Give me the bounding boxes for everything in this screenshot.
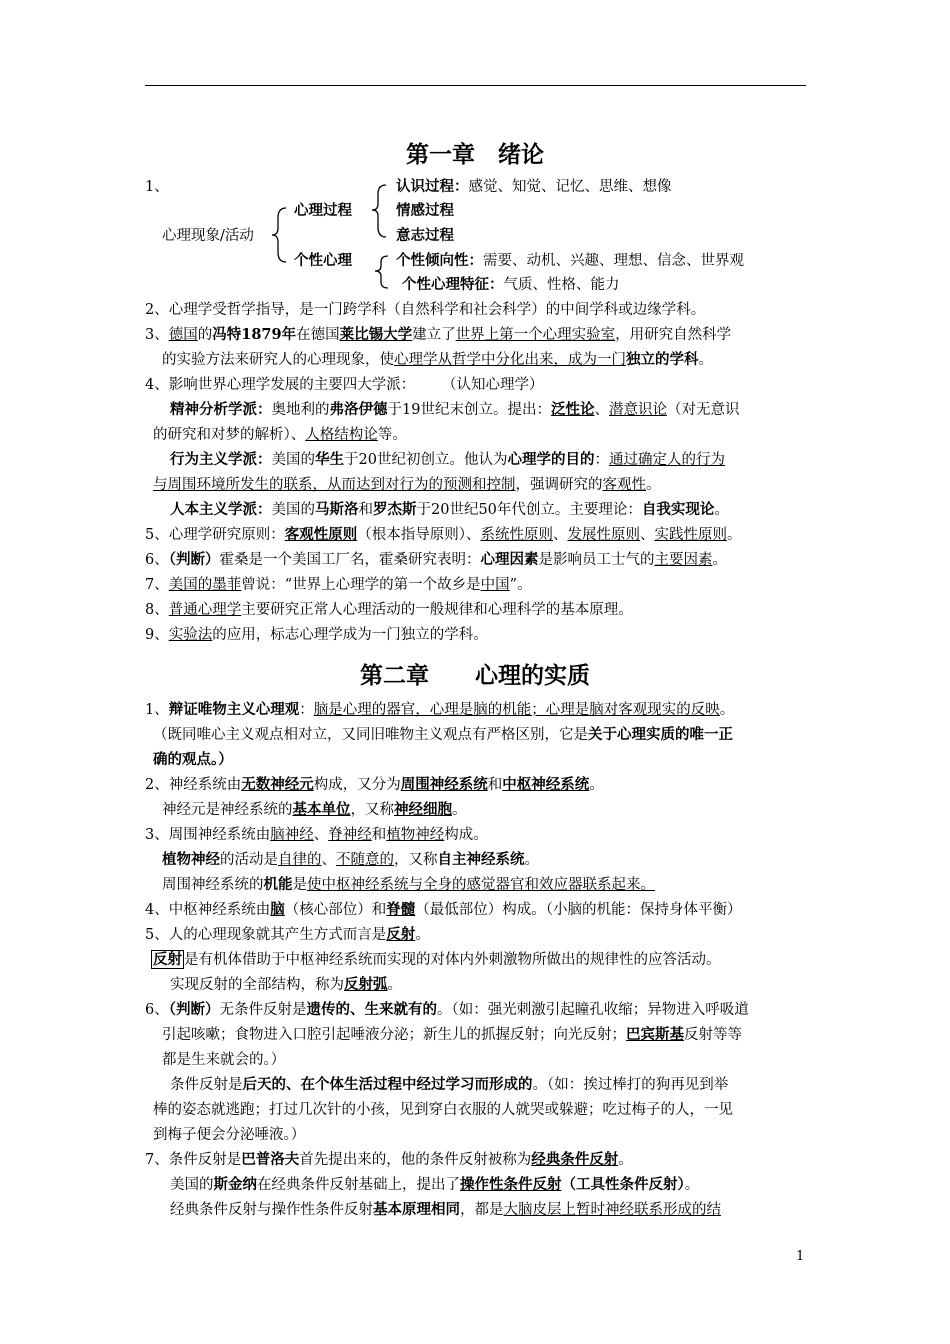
ch1-item-2: 2、心理学受哲学指导，是一门跨学科（自然科学和社会科学）的中间学科或边缘学科。 [145, 302, 706, 318]
ch2-item-7-cont: 美国的斯金纳在经典条件反射基础上，提出了操作性条件反射（工具性条件反射）。 [170, 1176, 700, 1193]
psychoanalysis-cont: 的研究和对梦的解析）、人格结构论等。 [153, 427, 407, 443]
item-number-1: 1、 [145, 179, 169, 195]
ch1-item-5: 5、心理学研究原则：客观性原则（根本指导原则）、系统性原则、发展性原则、实践性原则。 [145, 526, 742, 543]
ch2-item-1-cont: （既同唯心主义观点相对立，又同旧唯物主义观点有严格区别，它是关于心理实质的唯一正 [153, 726, 733, 743]
humanism-line: 人本主义学派：美国的马斯洛和罗杰斯于20世纪50年代创立。主要理论：自我实现论。 [170, 501, 729, 518]
chapter-1-title: 第一章 绪论 [406, 142, 544, 168]
diagram-personality: 个性心理 [294, 252, 352, 269]
ch1-item-4: 4、影响世界心理学发展的主要四大学派： （认知心理学） [145, 377, 544, 393]
diagram-process: 心理过程 [294, 202, 352, 219]
brace-process [370, 183, 390, 239]
header-rule [145, 85, 806, 86]
ch2-item-6-cont: 引起咳嗽；食物进入口腔引起唾液分泌；新生儿的抓握反射；向光反射；巴宾斯基反射等等 [162, 1026, 742, 1043]
behaviorism-line: 行为主义学派：美国的华生于20世纪初创立。他认为心理学的目的：通过确定人的行为 [170, 451, 725, 468]
ch2-item-7-end: 经典条件反射与操作性条件反射基本原理相同，都是大脑皮层上暂时神经联系形成的结 [170, 1201, 721, 1218]
ch1-item-6: 6、（判断）霍桑是一个美国工厂名，霍桑研究表明：心理因素是影响员工士气的主要因素。 [145, 551, 727, 568]
ch1-item-9: 9、实验法的应用，标志心理学成为一门独立的学科。 [145, 627, 488, 643]
diagram-trait-line: 个性心理特征：气质、性格、能力 [402, 276, 620, 293]
ch2-item-4: 4、中枢神经系统由脑（核心部位）和脊髓（最低部位）构成。（小脑的机能：保持身体平衡） [145, 901, 742, 918]
ch2-item-5-cont: 反射 是有机体借助于中枢神经系统而实现的对体内外刺激物所做出的规律性的应答活动。 [153, 951, 721, 968]
ch2-item-1: 1、辩证唯物主义心理观：脑是心理的器官，心理是脑的机能；心理是脑对客观现实的反映。 [145, 701, 735, 718]
behaviorism-cont: 与周围环境所发生的联系，从而达到对行为的预测和控制，强调研究的客观性。 [153, 477, 661, 493]
ch2-item-3-cont: 植物神经的活动是自律的、不随意的，又称自主神经系统。 [162, 851, 539, 868]
conditioned-reflex-line: 条件反射是后天的、在个体生活过程中经过学习而形成的。（如：挨过棒打的狗再见到举 [170, 1076, 729, 1093]
ch1-item-3: 3、德国的冯特1879年在德国莱比锡大学建立了世界上第一个心理实验室，用研究自然科学 [145, 326, 732, 343]
diagram-cognition-line: 认识过程：感觉、知觉、记忆、思维、想像 [396, 178, 672, 195]
diagram-emotion: 情感过程 [396, 202, 454, 219]
ch2-item-1-end: 确的观点。） [153, 751, 233, 768]
ch1-item-3-cont: 的实验方法来研究人的心理现象，使心理学从哲学中分化出来，成为一门独立的学科。 [162, 351, 713, 368]
conditioned-reflex-end: 到梅子便会分泌唾液。） [153, 1127, 306, 1143]
chapter-2-title: 第二章 心理的实质 [360, 663, 590, 689]
page-number: 1 [796, 1249, 805, 1264]
diagram-root: 心理现象/活动 [162, 228, 254, 244]
ch2-item-6-end: 都是生来就会的。） [162, 1052, 286, 1068]
psychoanalysis-line: 精神分析学派：奥地利的弗洛伊德于19世纪末创立。提出：泛性论、潜意识论（对无意识 [170, 401, 740, 418]
conditioned-reflex-cont: 棒的姿态就逃跑；打过几次针的小孩，见到穿白衣服的人就哭或躲避；吃过梅子的人，一见 [153, 1102, 733, 1118]
ch1-item-8: 8、普通心理学主要研究正常人心理活动的一般规律和心理科学的基本原理。 [145, 602, 633, 618]
ch2-item-2: 2、神经系统由无数神经元构成，又分为周围神经系统和中枢神经系统。 [145, 776, 604, 793]
diagram-tendency-line: 个性倾向性：需要、动机、兴趣、理想、信念、世界观 [396, 252, 744, 269]
ch2-item-5-end: 实现反射的全部结构，称为反射弧。 [170, 976, 402, 993]
ch1-item-7: 7、美国的墨菲曾说：“世界上心理学的第一个故乡是中国”。 [145, 577, 532, 593]
ch2-item-7: 7、条件反射是巴普洛夫首先提出来的，他的条件反射被称为经典条件反射。 [145, 1151, 633, 1168]
ch2-item-3: 3、周围神经系统由脑神经、脊神经和植物神经构成。 [145, 827, 488, 843]
ch2-item-5: 5、人的心理现象就其产生方式而言是反射。 [145, 926, 430, 943]
brace-root [270, 206, 290, 264]
ch2-item-3-end: 周围神经系统的机能是使中枢神经系统与全身的感觉器官和效应器联系起来。 [162, 876, 655, 893]
diagram-will: 意志过程 [396, 227, 454, 244]
ch2-item-2-cont: 神经元是神经系统的基本单位，又称神经细胞。 [162, 801, 467, 818]
ch2-item-6: 6、（判断）无条件反射是遗传的、生来就有的。（如：强光刺激引起瞳孔收缩；异物进入呼吸道 [145, 1001, 749, 1018]
brace-personality [372, 254, 392, 294]
